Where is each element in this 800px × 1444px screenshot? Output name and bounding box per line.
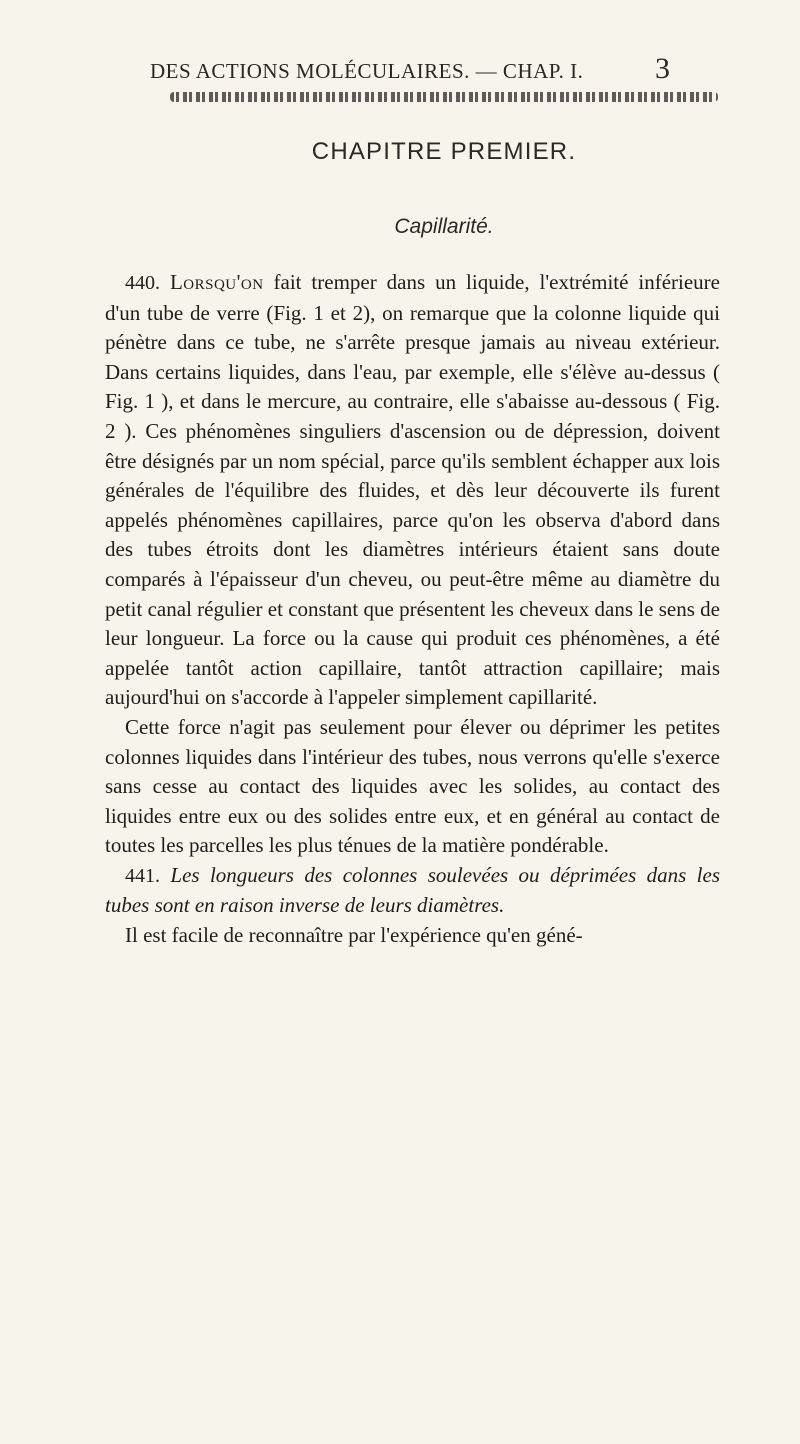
paragraph-text: Cette force n'agit pas seulement pour élever ou déprimer les petites colonnes liquides dans l'intérieur des tubes, nous verrons qu'elle s'exerce sans cesse au contact des liquides avec les solides, au contact des liquides entre eux ou des solides entre eux, et en général au contact de toutes les parcelles les plus ténues de la matière pondérable. xyxy=(105,714,720,858)
paragraph-441 xyxy=(105,861,720,921)
paragraph-text: fait tremper dans un liquide, l'extrémité inférieure d'un tube de verre (Fig. 1 et 2), on remarque que la colonne liquide qui pénètre dans ce tube, ne s'arrête presque jamais au niveau extérieur. Dans certains liquides, dans l'eau, par exemple, elle s'élève au-dessus ( Fig. 1 ), et dans le mercure, au contraire, elle s'abaisse au-dessous ( Fig. 2 ). Ces phénomènes singuliers d'ascension ou de dépression, doivent être désignés par un nom spécial, parce qu'ils semblent échapper aux lois générales de l'équilibre des fluides, et dès leur découverte ils furent appelés phénomènes capillaires, parce qu'on les observa d'abord dans des tubes étroits dont les diamètres intérieurs étaient sans doute comparés à l'épaisseur d'un cheveu, ou peut-être même au diamètre du petit canal régulier et constant que présentent les cheveux dans le sens de leur longueur. La force ou la cause qui produit ces phénomènes, a été appelée tantôt action capillaire, tantôt attraction capillaire; mais aujourd'hui on s'accorde à l'appeler simplement capillarité. xyxy=(105,270,720,710)
paragraph-heading: Les longueurs des colonnes soulevées ou déprimées dans les tubes sont en raison inverse de leurs diamètres. xyxy=(105,862,721,918)
page-number: 3 xyxy=(655,52,670,85)
decorative-rule xyxy=(170,92,718,102)
chapter-title: CHAPITRE PREMIER. xyxy=(311,138,577,165)
paragraph-number: 440. xyxy=(125,272,160,294)
running-head-title: DES ACTIONS MOLÉCULAIRES. — CHAP. I. xyxy=(150,59,584,83)
paragraph-lead: Lorsqu'on xyxy=(169,270,264,294)
paragraph-440 xyxy=(105,268,720,713)
body-text xyxy=(105,268,720,951)
paragraph-number: 441. xyxy=(125,864,160,887)
paragraph-text: Il est facile de reconnaître par l'expérience qu'en géné- xyxy=(125,923,583,948)
paragraph-continuation xyxy=(105,713,720,861)
paragraph-start xyxy=(105,921,720,951)
running-head xyxy=(150,52,670,85)
section-title: Capillarité. xyxy=(394,215,494,238)
